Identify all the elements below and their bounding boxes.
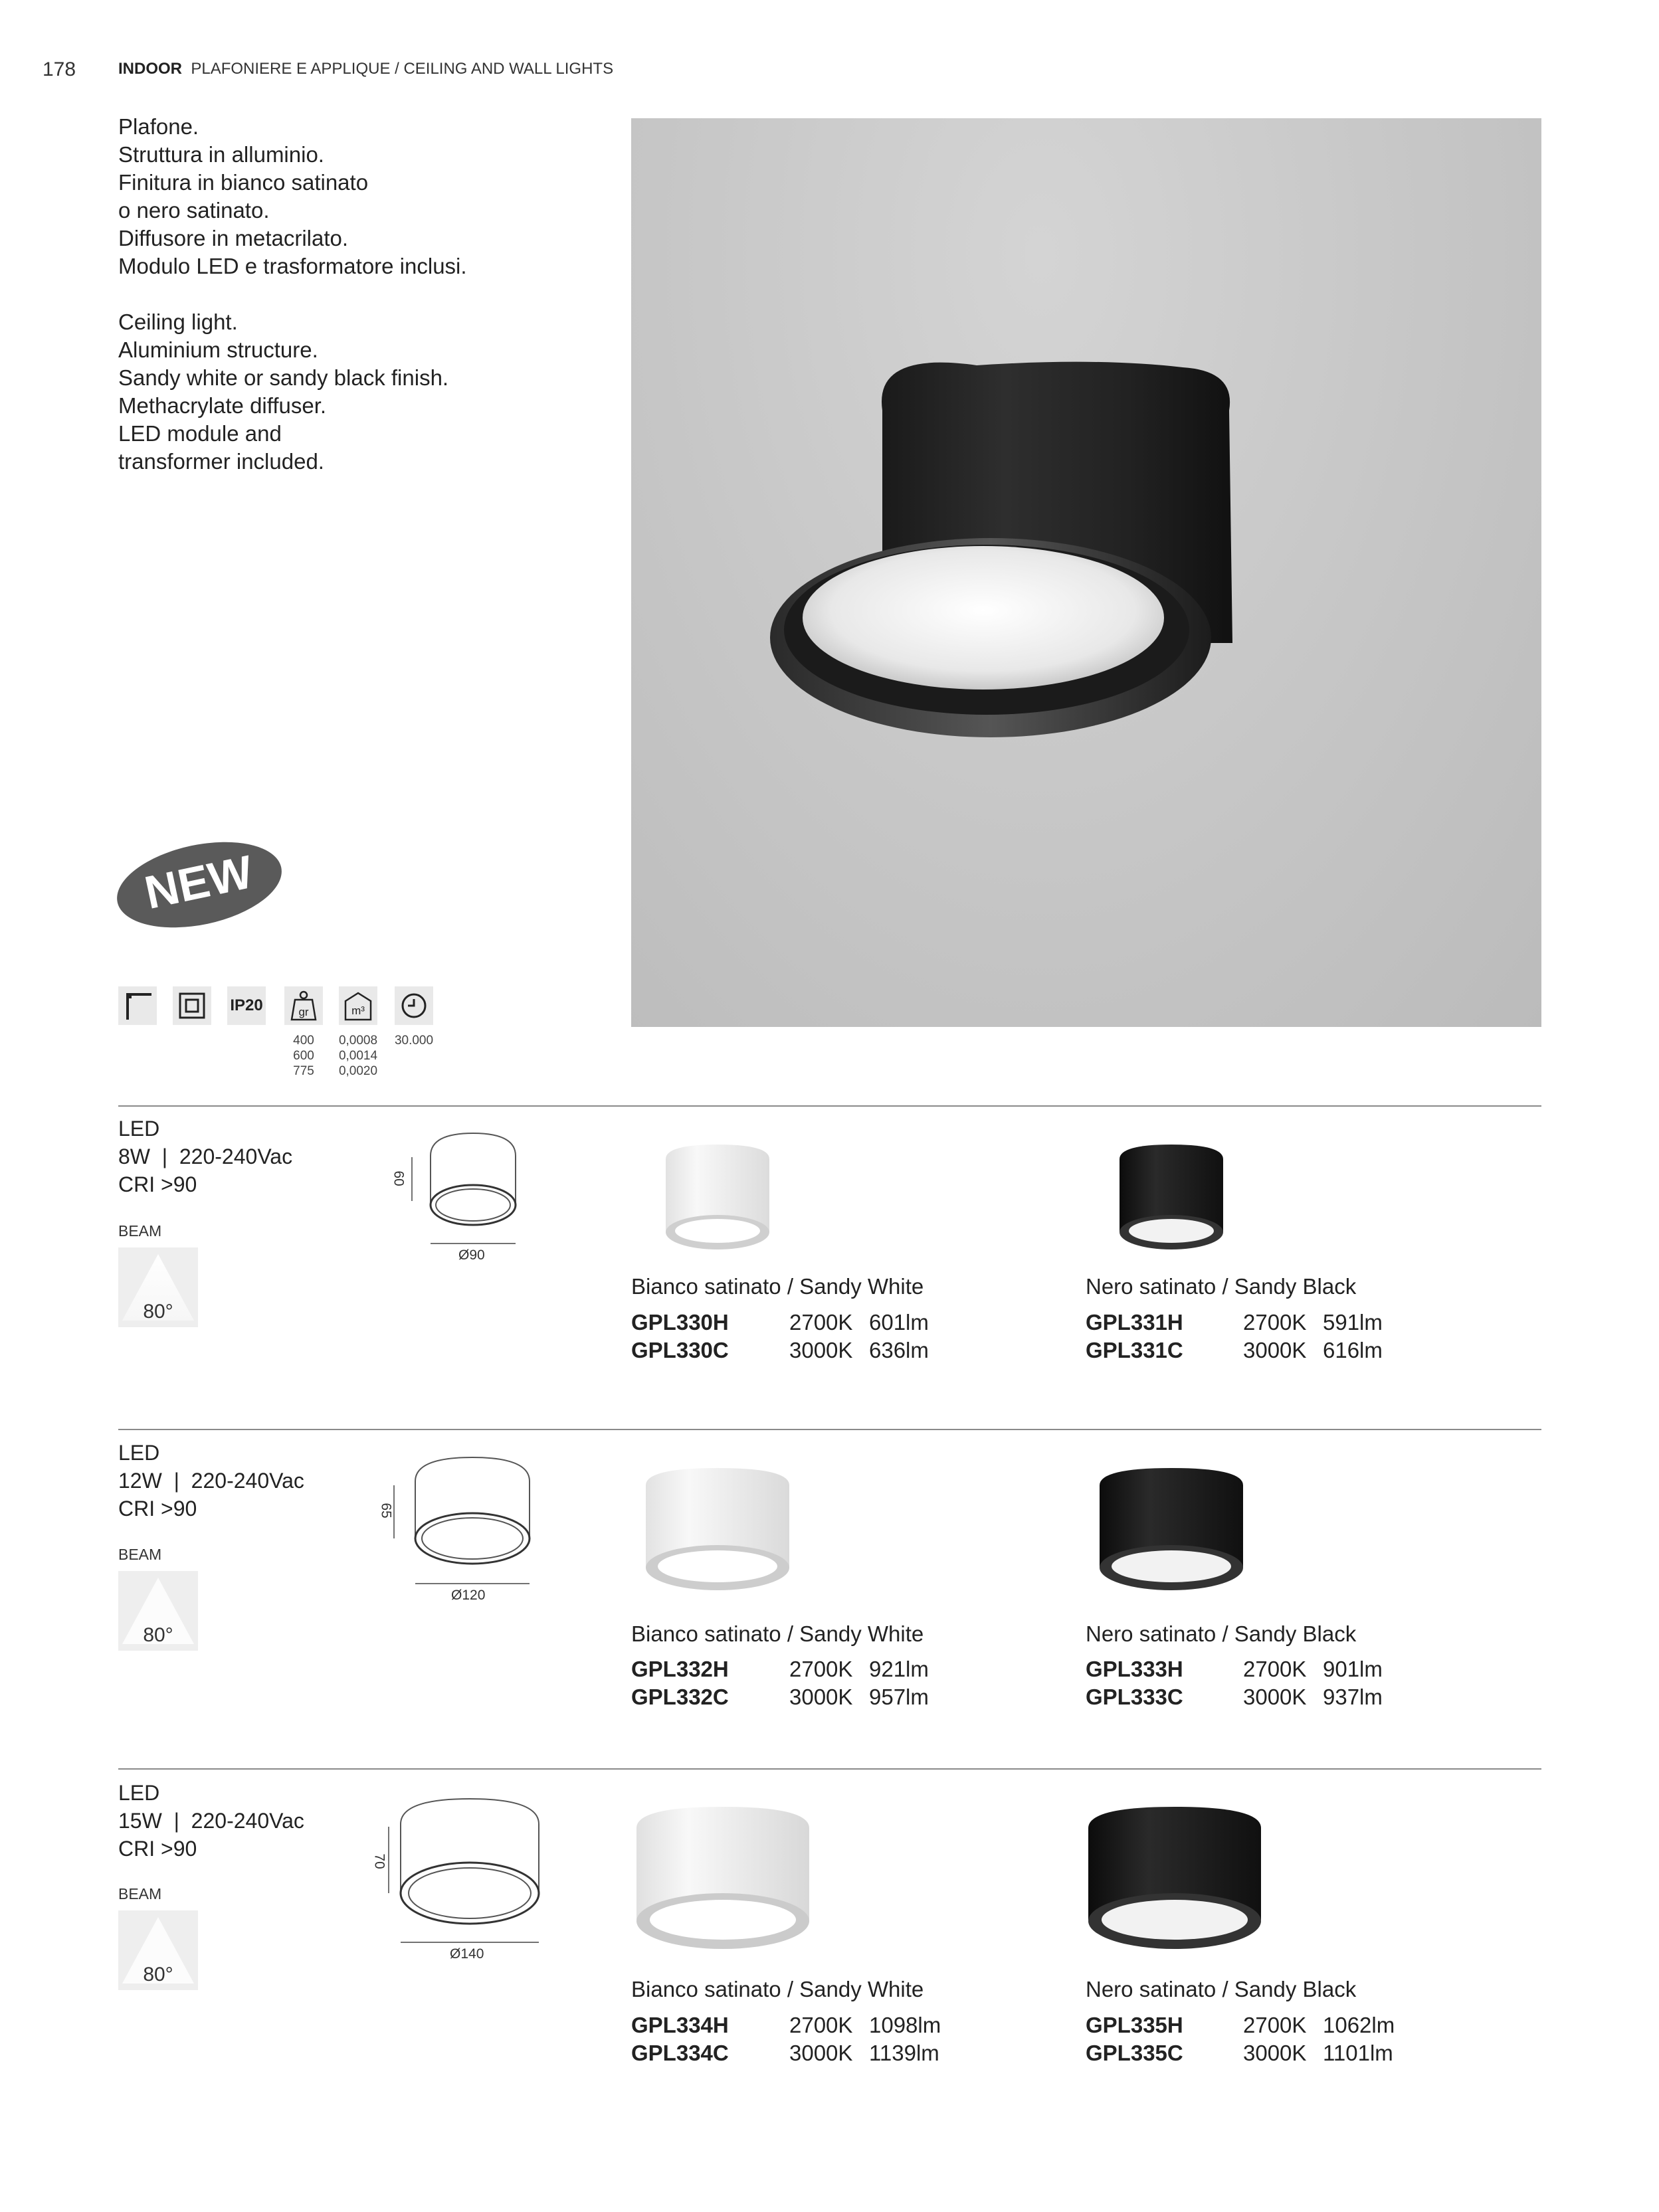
dimension-drawing — [369, 1452, 541, 1605]
product-specs: 3000K 616lm — [1243, 1338, 1383, 1362]
product-code: GPL331C — [1086, 1338, 1183, 1362]
product-image-black — [1083, 1800, 1266, 1953]
spec-block — [118, 1779, 304, 1863]
hero-product-photo — [631, 118, 1541, 1027]
technical-drawing-15w — [362, 1794, 548, 1966]
new-badge-shape — [114, 840, 284, 930]
product-specs: 2700K 601lm — [789, 1310, 929, 1335]
beam-angle-value: 80° — [143, 1301, 173, 1323]
desc-it-line: o nero satinato. — [118, 198, 270, 223]
section-divider — [118, 1429, 1541, 1430]
beam-label: BEAM — [118, 1222, 162, 1240]
weight-icon-text: gr — [298, 1006, 309, 1018]
diameter-dimension: Ø120 — [451, 1588, 486, 1603]
desc-en-line: Sandy white or sandy black finish. — [118, 365, 449, 390]
beam-angle-box — [118, 1247, 198, 1327]
spec-type: LED — [118, 1117, 160, 1141]
section-label: INDOOR — [118, 60, 182, 78]
beam-angle-value: 80° — [143, 1624, 173, 1646]
finish-black: Nero satinato / Sandy Black — [1086, 1274, 1357, 1299]
product-code: GPL331H — [1086, 1310, 1183, 1335]
product-code: GPL332H — [631, 1657, 729, 1681]
weight-icon — [284, 986, 323, 1025]
product-specs: 2700K 921lm — [789, 1657, 929, 1681]
desc-en-line: Ceiling light. — [118, 310, 238, 334]
product-specs: 3000K 957lm — [789, 1685, 929, 1709]
product-image-white — [658, 1139, 777, 1252]
finish-black: Nero satinato / Sandy Black — [1086, 1977, 1357, 2001]
product-code: GPL332C — [631, 1685, 729, 1709]
desc-it-line: Finitura in bianco satinato — [118, 170, 369, 195]
desc-en-line: LED module and — [118, 421, 282, 446]
spec-type: LED — [118, 1781, 160, 1805]
spec-cri: CRI >90 — [118, 1172, 197, 1196]
product-code: GPL334C — [631, 2041, 729, 2065]
spec-block — [118, 1115, 292, 1198]
height-dimension: 70 — [371, 1853, 387, 1869]
product-image-white — [631, 1800, 815, 1953]
desc-en-line: Aluminium structure. — [118, 337, 318, 362]
height-dimension: 65 — [378, 1503, 394, 1519]
beam-angle-value: 80° — [143, 1964, 173, 1985]
product-code: GPL335H — [1086, 2013, 1183, 2037]
volume-icon-text: m³ — [351, 1004, 365, 1017]
product-code: GPL335C — [1086, 2041, 1183, 2065]
product-code: GPL333H — [1086, 1657, 1183, 1681]
category-label: PLAFONIERE E APPLIQUE / CEILING AND WALL LIGHTS — [191, 60, 614, 78]
page-number: 178 — [43, 58, 76, 80]
product-specs: 2700K 591lm — [1243, 1310, 1383, 1335]
product-specs: 2700K 1098lm — [789, 2013, 941, 2037]
spec-type: LED — [118, 1441, 160, 1465]
spec-cri: CRI >90 — [118, 1497, 197, 1521]
new-badge — [114, 840, 284, 930]
product-specs: 2700K 1062lm — [1243, 2013, 1395, 2037]
dimension-drawing — [385, 1129, 532, 1262]
lifetime-hours: 30.000 — [394, 1034, 434, 1048]
product-description — [118, 113, 467, 476]
volumes-list: 0,0008 0,0014 0,0020 — [338, 1034, 378, 1078]
product-image-white — [639, 1461, 796, 1594]
ip-rating-text: IP20 — [230, 996, 263, 1014]
section-divider — [118, 1768, 1541, 1770]
dimension-drawing — [362, 1794, 548, 1966]
product-code: GPL333C — [1086, 1685, 1183, 1709]
finish-white: Bianco satinato / Sandy White — [631, 1621, 924, 1646]
ip-rating-icon — [227, 986, 266, 1025]
desc-en-line: transformer included. — [118, 449, 324, 474]
desc-it-line: Plafone. — [118, 114, 199, 139]
desc-it-line: Struttura in alluminio. — [118, 142, 324, 167]
desc-it-line: Diffusore in metacrilato. — [118, 226, 349, 250]
finish-white: Bianco satinato / Sandy White — [631, 1977, 924, 2001]
product-code: GPL334H — [631, 2013, 729, 2037]
beam-angle-box — [118, 1571, 198, 1651]
product-specs: 3000K 937lm — [1243, 1685, 1383, 1709]
class-ii-icon — [173, 986, 211, 1025]
product-specs: 3000K 1139lm — [789, 2041, 939, 2065]
beam-angle-box — [118, 1910, 198, 1990]
page-header — [118, 60, 613, 78]
product-specs: 3000K 1101lm — [1243, 2041, 1393, 2065]
spec-power: 15W | 220-240Vac — [118, 1809, 304, 1833]
weights-list: 400 600 775 — [293, 1034, 314, 1078]
section-divider — [118, 1105, 1541, 1107]
height-dimension: 60 — [391, 1170, 407, 1186]
spec-cri: CRI >90 — [118, 1837, 197, 1861]
desc-en-line: Methacrylate diffuser. — [118, 393, 327, 418]
spec-power: 12W | 220-240Vac — [118, 1469, 304, 1493]
volume-icon — [339, 986, 377, 1025]
spec-power: 8W | 220-240Vac — [118, 1145, 293, 1168]
finish-white: Bianco satinato / Sandy White — [631, 1274, 924, 1299]
product-specs: 2700K 901lm — [1243, 1657, 1383, 1681]
product-code: GPL330H — [631, 1310, 729, 1335]
spec-block — [118, 1439, 304, 1522]
lifetime-clock-icon — [395, 986, 433, 1025]
diameter-dimension: Ø90 — [458, 1247, 485, 1263]
new-badge-text: NEW — [140, 845, 258, 919]
ceiling-lamp-illustration — [631, 118, 1541, 1027]
product-image-black — [1093, 1461, 1250, 1594]
diameter-dimension: Ø140 — [450, 1946, 484, 1962]
product-specs: 3000K 636lm — [789, 1338, 929, 1362]
finish-black: Nero satinato / Sandy Black — [1086, 1621, 1357, 1646]
product-image-black — [1112, 1139, 1231, 1252]
desc-it-line: Modulo LED e trasformatore inclusi. — [118, 254, 467, 278]
ceiling-mount-icon — [118, 986, 157, 1025]
technical-drawing-8w — [385, 1129, 532, 1262]
product-code: GPL330C — [631, 1338, 729, 1362]
technical-drawing-12w — [369, 1452, 541, 1605]
beam-label: BEAM — [118, 1885, 162, 1902]
beam-label: BEAM — [118, 1546, 162, 1563]
